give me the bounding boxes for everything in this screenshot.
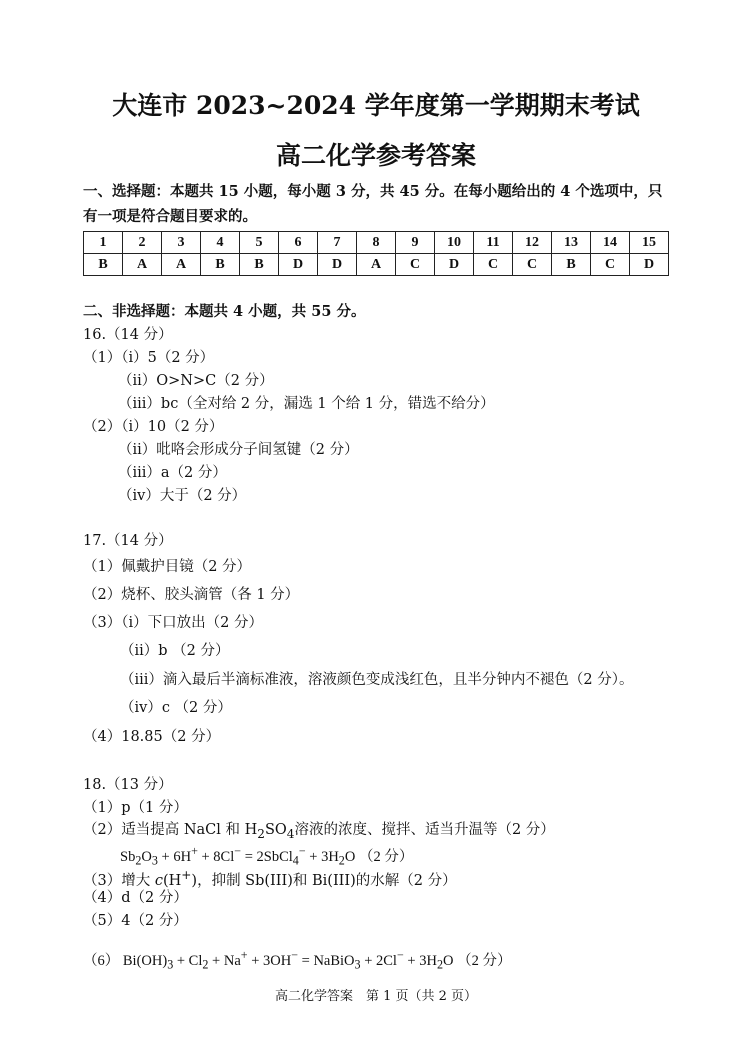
question-number: 5 [240, 232, 279, 254]
text: 溶液的浓度、搅拌、适当升温等（2 分） [294, 822, 555, 838]
subscript: 2 [257, 826, 265, 841]
section2-heading: 二、非选择题：本题共 4 小题，共 55 分。 [83, 303, 366, 320]
question-number: 3 [162, 232, 201, 254]
question-number: 12 [513, 232, 552, 254]
q18-line: （4）d（2 分） [83, 890, 188, 906]
q16-line: （iii）a（2 分） [118, 465, 227, 481]
eq-text: + Na [208, 952, 241, 969]
eq-text: + Cl [173, 952, 203, 969]
q16-title: 16.（14 分） [83, 327, 173, 343]
answer-cell: C [474, 254, 513, 276]
q16-line: （iv）大于（2 分） [118, 488, 247, 504]
answer-cell: C [396, 254, 435, 276]
superscript: + [181, 868, 192, 882]
q16-line: （iii）bc（全对给 2 分，漏选 1 个给 1 分，错选不给分） [118, 396, 495, 412]
answer-cell: A [123, 254, 162, 276]
q17-line: （iii）滴入最后半滴标准液，溶液颜色变成浅红色，且半分钟内不褪色（2 分）。 [120, 672, 634, 688]
q16-line: （ii）O>N>C（2 分） [118, 373, 274, 389]
q16-line: （ii）吡咯会形成分子间氢键（2 分） [118, 442, 359, 458]
superscript: − [291, 948, 299, 962]
answer-cell: B [84, 254, 123, 276]
answer-cell: C [513, 254, 552, 276]
score: （2 分） [457, 952, 512, 969]
section1-heading-line1: 一、选择题：本题共 15 小题，每小题 3 分，共 45 分。在每小题给出的 4 个选项中，只 [83, 183, 663, 200]
text: (H [162, 872, 182, 889]
question-number: 7 [318, 232, 357, 254]
subscript: 3 [151, 853, 158, 868]
answer-cell: B [240, 254, 279, 276]
q18-equation-2 [83, 945, 511, 975]
answer-cell: C [591, 254, 630, 276]
question-number: 4 [201, 232, 240, 254]
q17-line: （4）18.85（2 分） [83, 729, 221, 745]
question-number: 14 [591, 232, 630, 254]
answer-cell: B [201, 254, 240, 276]
superscript: − [298, 844, 306, 858]
eq-text: O [141, 848, 152, 865]
q16-line: （1）（i）5（2 分） [83, 350, 215, 366]
text: （2）适当提高 NaCl 和 H [83, 822, 258, 838]
answer-table-number-row [84, 232, 669, 254]
eq-text: + 6H [157, 848, 192, 865]
eq-text: + 3H [305, 848, 339, 865]
eq-text: + 3H [403, 952, 437, 969]
eq-text: = NaBiO [298, 952, 355, 969]
subscript: 2 [135, 853, 142, 868]
q17-line: （2）烧杯、胶头滴管（各 1 分） [83, 587, 300, 603]
subscript: 2 [202, 957, 209, 972]
question-number: 13 [552, 232, 591, 254]
answer-cell: D [435, 254, 474, 276]
q18-title: 18.（13 分） [83, 777, 173, 793]
page-title: 大连市 2023~2024 学年度第一学期期末考试 [112, 91, 640, 120]
q17-line: （ii）b （2 分） [120, 643, 230, 659]
q16-line: （2）（i）10（2 分） [83, 419, 224, 435]
superscript: − [396, 948, 404, 962]
subscript: 2 [338, 853, 345, 868]
label: （6） [83, 952, 120, 969]
subscript: 3 [354, 957, 361, 972]
eq-text: O [442, 952, 454, 969]
q18-line-3 [83, 865, 457, 891]
text: （3）增大 [83, 872, 155, 889]
score: （2 分） [358, 848, 414, 865]
q17-line: （1）佩戴护目镜（2 分） [83, 559, 252, 575]
question-number: 2 [123, 232, 162, 254]
answer-cell: A [357, 254, 396, 276]
superscript: − [234, 844, 242, 858]
q17-line: （iv）c （2 分） [120, 700, 232, 716]
page-subtitle: 高二化学参考答案 [275, 141, 476, 170]
text: SO [264, 822, 287, 838]
question-number: 11 [474, 232, 513, 254]
eq-text: O [344, 848, 356, 865]
subscript: 2 [436, 957, 443, 972]
answer-cell: D [279, 254, 318, 276]
answer-table-answer-row [84, 254, 669, 276]
question-number: 1 [84, 232, 123, 254]
superscript: + [191, 844, 198, 858]
answer-cell: D [318, 254, 357, 276]
eq-text: Bi(OH) [122, 952, 168, 969]
eq-text: + 2Cl [360, 952, 397, 969]
q17-title: 17.（14 分） [83, 533, 173, 549]
text: )，抑制 Sb(III)和 Bi(III)的水解（2 分） [191, 872, 457, 889]
question-number: 10 [435, 232, 474, 254]
eq-text: = 2SbCl [241, 848, 293, 865]
superscript: + [240, 948, 248, 962]
q18-line: （1）p（1 分） [83, 800, 188, 816]
answer-table [83, 231, 669, 276]
answer-cell: A [162, 254, 201, 276]
q17-line: （3）（i）下口放出（2 分） [83, 615, 263, 631]
subscript: 4 [292, 853, 299, 868]
question-number: 9 [396, 232, 435, 254]
subscript: 3 [167, 957, 174, 972]
section1-heading-line2: 有一项是符合题目要求的。 [83, 208, 257, 225]
eq-text: + 3OH [247, 952, 292, 969]
q18-line: （5）4（2 分） [83, 913, 188, 929]
subscript: 4 [286, 826, 295, 841]
question-number: 6 [279, 232, 318, 254]
question-number: 15 [630, 232, 669, 254]
eq-text: + 8Cl [197, 848, 235, 865]
italic-c: c [154, 872, 163, 889]
page-footer: 高二化学答案 第 1 页（共 2 页） [274, 989, 478, 1004]
answer-cell: B [552, 254, 591, 276]
eq-text: Sb [120, 848, 136, 865]
answer-cell: D [630, 254, 669, 276]
question-number: 8 [357, 232, 396, 254]
